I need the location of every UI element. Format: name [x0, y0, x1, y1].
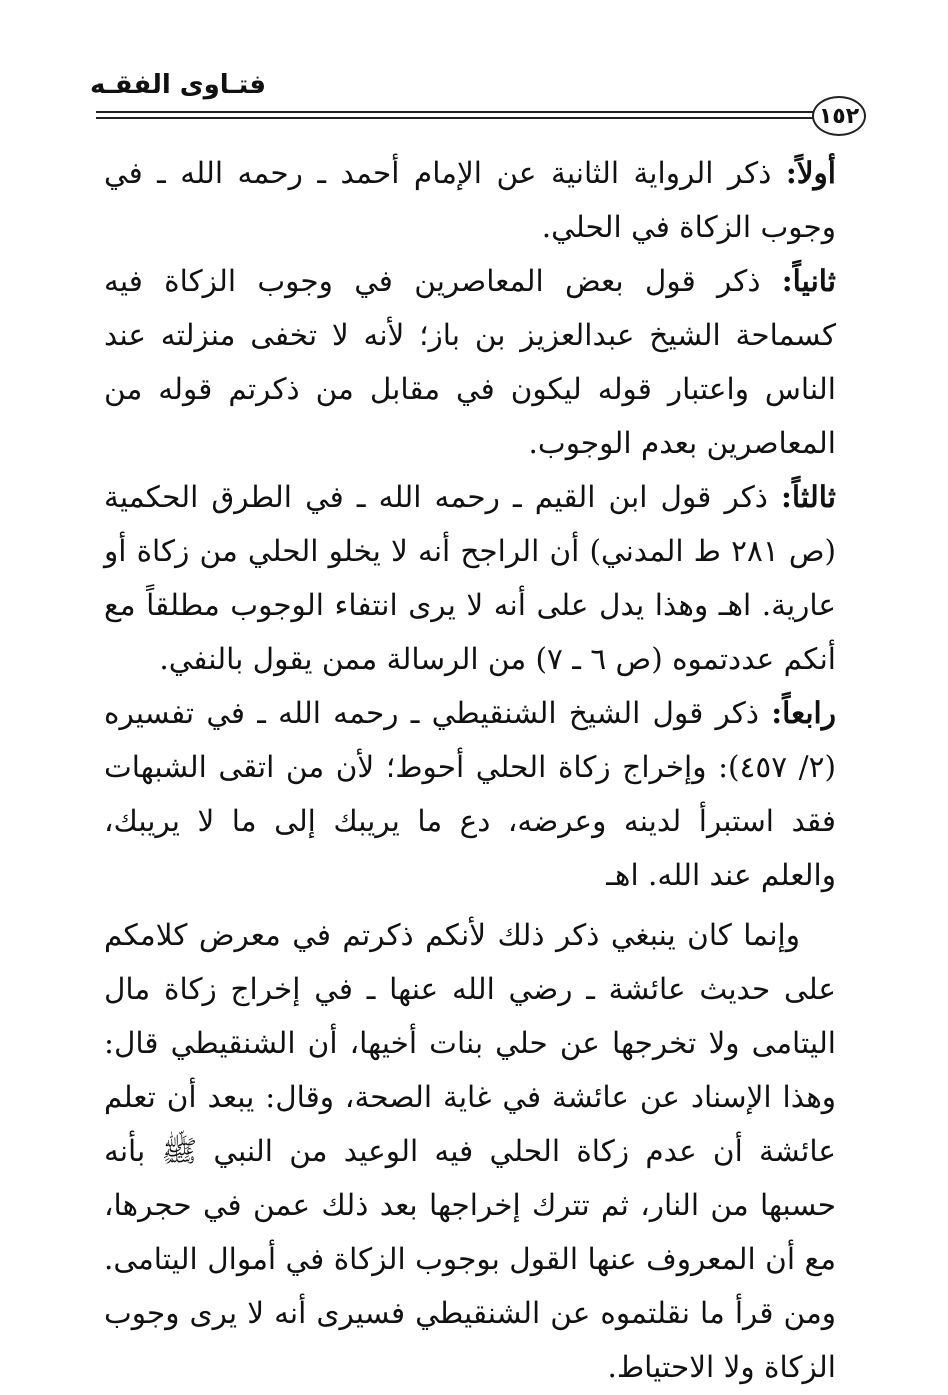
paragraph-lead: ثالثاً: — [781, 479, 836, 514]
paragraph-text: ذكر قول الشيخ الشنقيطي ـ رحمه الله ـ في تفسيره (٢/ ٤٥٧): وإخراج زكاة الحلي أحوط؛ لأن من اتقى الشبهات فقد استبرأ لدينه وعرضه، دع ما يريبك إلى ما لا يريبك، والعلم عند الله. اهـ — [104, 696, 836, 892]
body-text — [104, 146, 836, 1394]
paragraph-fourth — [104, 686, 836, 902]
paragraph-third — [104, 470, 836, 686]
paragraph-text: ذكر قول ابن القيم ـ رحمه الله ـ في الطرق الحكمية (ص ٢٨١ ط المدني) أن الراجح أنه لا يخلو الحلي من زكاة أو عارية. اهـ وهذا يدل على أنه لا يرى انتفاء الوجوب مطلقاً مع أنكم عددتموه (ص ٦ ـ ٧) من الرسالة ممن يقول بالنفي. — [104, 480, 836, 676]
header-rule-bottom — [96, 117, 814, 119]
page-number-badge — [812, 96, 866, 136]
paragraph-lead: أولاً: — [785, 155, 836, 190]
paragraph-second — [104, 254, 836, 470]
running-head-title: فتـاوى الفقـه — [90, 70, 267, 100]
page-number: ١٥٢ — [818, 103, 860, 129]
paragraph-lead: ثانياً: — [781, 263, 836, 298]
paragraph-text: ذكر قول بعض المعاصرين في وجوب الزكاة فيه كسماحة الشيخ عبدالعزيز بن باز؛ لأنه لا تخفى منزلته عند الناس واعتبار قوله ليكون في مقابل من ذكرتم قوله من المعاصرين بعدم الوجوب. — [104, 264, 836, 460]
paragraph-lead: رابعاً: — [771, 695, 836, 730]
paragraph-fifth — [104, 908, 836, 1394]
header-rule-top — [96, 111, 814, 113]
paragraph-first — [104, 146, 836, 254]
paragraph-text: وإنما كان ينبغي ذكر ذلك لأنكم ذكرتم في معرض كلامكم على حديث عائشة ـ رضي الله عنها ـ في إخراج زكاة مال اليتامى ولا تخرجها عن حلي بنات أخيها، أن الشنقيطي قال: وهذا الإسناد عن عائشة في غاية الصحة، وقال: يبعد أن تعلم عائشة أن عدم زكاة الحلي فيه الوعيد من النبي ﷺ بأنه حسبها من النار، ثم تترك إخراجها بعد ذلك عمن في حجرها، مع أن المعروف عنها القول بوجوب الزكاة في أموال اليتامى. ومن قرأ ما نقلتموه عن الشنقيطي فسيرى أنه لا يرى وجوب الزكاة ولا الاحتياط. — [104, 918, 836, 1384]
paragraph-text: ذكر الرواية الثانية عن الإمام أحمد ـ رحمه الله ـ في وجوب الزكاة في الحلي. — [104, 156, 836, 244]
